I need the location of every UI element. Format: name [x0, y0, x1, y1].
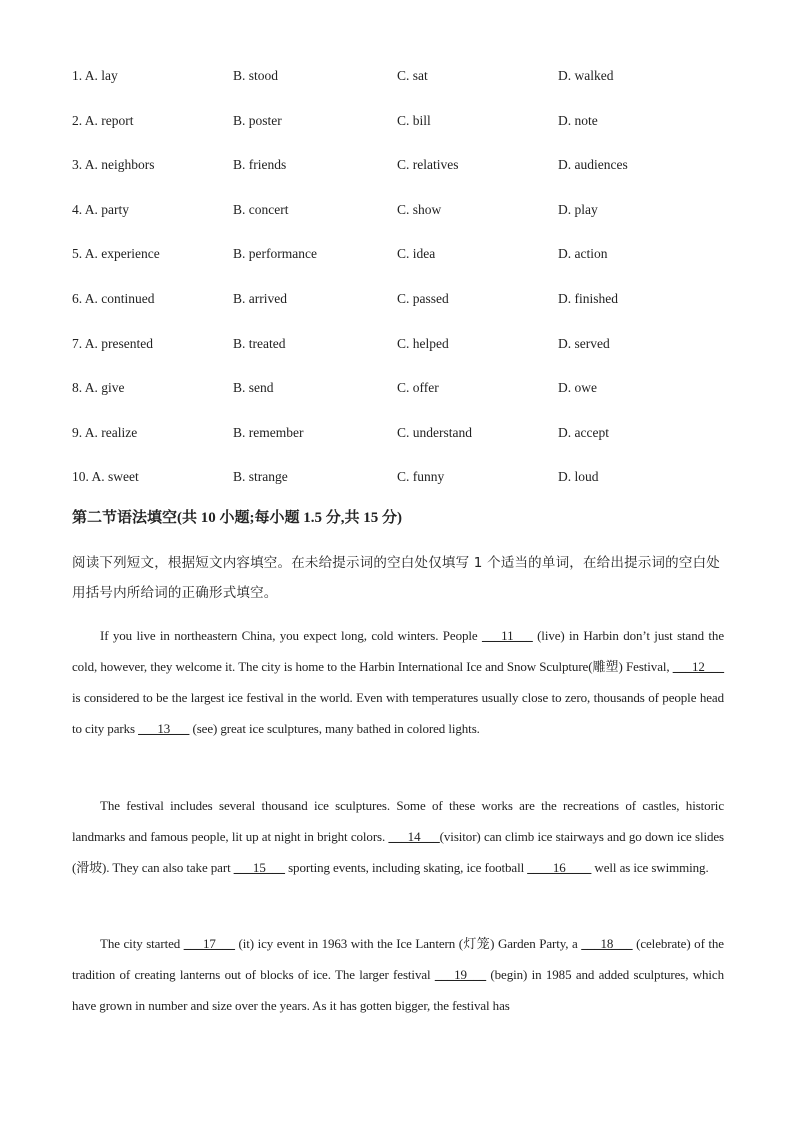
option-b: B. performance: [233, 246, 317, 262]
option-c: C. idea: [397, 246, 436, 262]
option-a: 3. A. neighbors: [72, 157, 155, 173]
option-b: B. stood: [233, 68, 279, 83]
option-a: 7. A. presented: [72, 335, 153, 351]
passage-text: well as ice swimming.: [591, 860, 709, 875]
option-row: [72, 109, 724, 154]
blank-18: ___18___: [581, 936, 633, 951]
option-row: [72, 465, 724, 510]
option-b: B. remember: [233, 424, 304, 440]
option-d: D. finished: [558, 290, 618, 306]
passage-paragraph-1: [72, 620, 724, 744]
section-title: 第二节语法填空(共 10 小题;每小题 1.5 分,共 15 分): [72, 510, 402, 526]
passage-text: The festival includes several thousand ice sculptures. Some of these works are the recreations of castles, historic landmarks and famous people, lit up at night in bright colors.: [72, 798, 724, 844]
option-a: 5. A. experience: [72, 246, 160, 262]
option-a: 1. A. lay: [72, 68, 118, 83]
option-d: D. note: [558, 112, 598, 128]
passage-text: The city started: [100, 936, 184, 951]
option-b: B. friends: [233, 157, 287, 173]
option-c: C. passed: [397, 290, 449, 306]
passage-text: (it) icy event in 1963 with the Ice Lantern (灯笼) Garden Party, a: [234, 936, 582, 951]
option-row: [72, 287, 724, 332]
option-b: B. concert: [233, 201, 289, 217]
blank-13: ___13___: [138, 721, 190, 736]
blank-16: ____16____: [527, 860, 592, 875]
passage-text: If you live in northeastern China, you expect long, cold winters. People: [100, 628, 482, 643]
option-d: D. loud: [558, 469, 599, 485]
option-d: D. accept: [558, 424, 609, 440]
blank-19: ___19___: [434, 967, 487, 982]
passage-text: (live) in Harbin don’t just stand the cold, however, they welcome it. The city is home to the Harbin International Ice and Snow Sculpture(雕塑) Festival,: [72, 628, 724, 674]
passage-text: (begin) in 1985 and added sculptures, which have grown in number and size over the years. As it has gotten bigger, the festival has: [72, 967, 724, 1013]
option-b: B. send: [233, 380, 274, 396]
passage-paragraph-3: [72, 928, 724, 1021]
blank-14: ___14___: [388, 829, 440, 844]
blank-11: ___11___: [481, 628, 533, 643]
option-c: C. relatives: [397, 157, 459, 173]
passage-text: sporting events, including skating, ice football: [284, 860, 528, 875]
option-c: C. understand: [397, 424, 472, 440]
option-c: C. offer: [397, 380, 439, 396]
blank-12: ___12___: [672, 659, 724, 674]
option-c: C. show: [397, 201, 442, 217]
option-row: [72, 376, 724, 421]
option-d: D. play: [558, 201, 598, 217]
option-row: [72, 64, 724, 109]
option-row: [72, 332, 724, 377]
option-b: B. poster: [233, 112, 282, 128]
option-row: [72, 153, 724, 198]
passage-text: is considered to be the largest ice festival in the world. Even with temperatures usually close to zero, thousands of people head to city parks: [72, 690, 724, 736]
passage-text: (visitor) can climb ice stairways and go down ice slides (滑坡). They can also take part: [72, 829, 724, 875]
option-row: [72, 198, 724, 243]
options-table: [72, 64, 724, 510]
option-d: D. owe: [558, 380, 597, 396]
option-c: C. sat: [397, 68, 428, 83]
option-a: 6. A. continued: [72, 290, 155, 306]
option-c: C. funny: [397, 469, 445, 485]
passage-paragraph-2: [72, 790, 724, 883]
option-d: D. walked: [558, 68, 614, 83]
option-b: B. treated: [233, 335, 286, 351]
option-row: [72, 242, 724, 287]
option-a: 9. A. realize: [72, 424, 138, 440]
option-a: 10. A. sweet: [72, 469, 139, 485]
option-row: [72, 421, 724, 466]
option-c: C. bill: [397, 112, 431, 128]
option-a: 4. A. party: [72, 201, 129, 217]
option-a: 8. A. give: [72, 380, 125, 396]
option-b: B. strange: [233, 469, 288, 485]
blank-17: ___17___: [183, 936, 235, 951]
option-d: D. action: [558, 246, 608, 262]
section-instructions: 阅读下列短文，根据短文内容填空。在未给提示词的空白处仅填写 1 个适当的单词，在给出提示词的空白处用括号内所给词的正确形式填空。: [72, 555, 720, 601]
passage-text: (see) great ice sculptures, many bathed in colored lights.: [189, 721, 480, 736]
option-d: D. audiences: [558, 157, 628, 173]
passage-text: (celebrate) of the tradition of creating lanterns out of blocks of ice. The larger festival: [72, 936, 724, 982]
option-a: 2. A. report: [72, 112, 134, 128]
option-c: C. helped: [397, 335, 449, 351]
option-d: D. served: [558, 335, 610, 351]
blank-15: ___15___: [233, 860, 285, 875]
option-b: B. arrived: [233, 290, 287, 306]
